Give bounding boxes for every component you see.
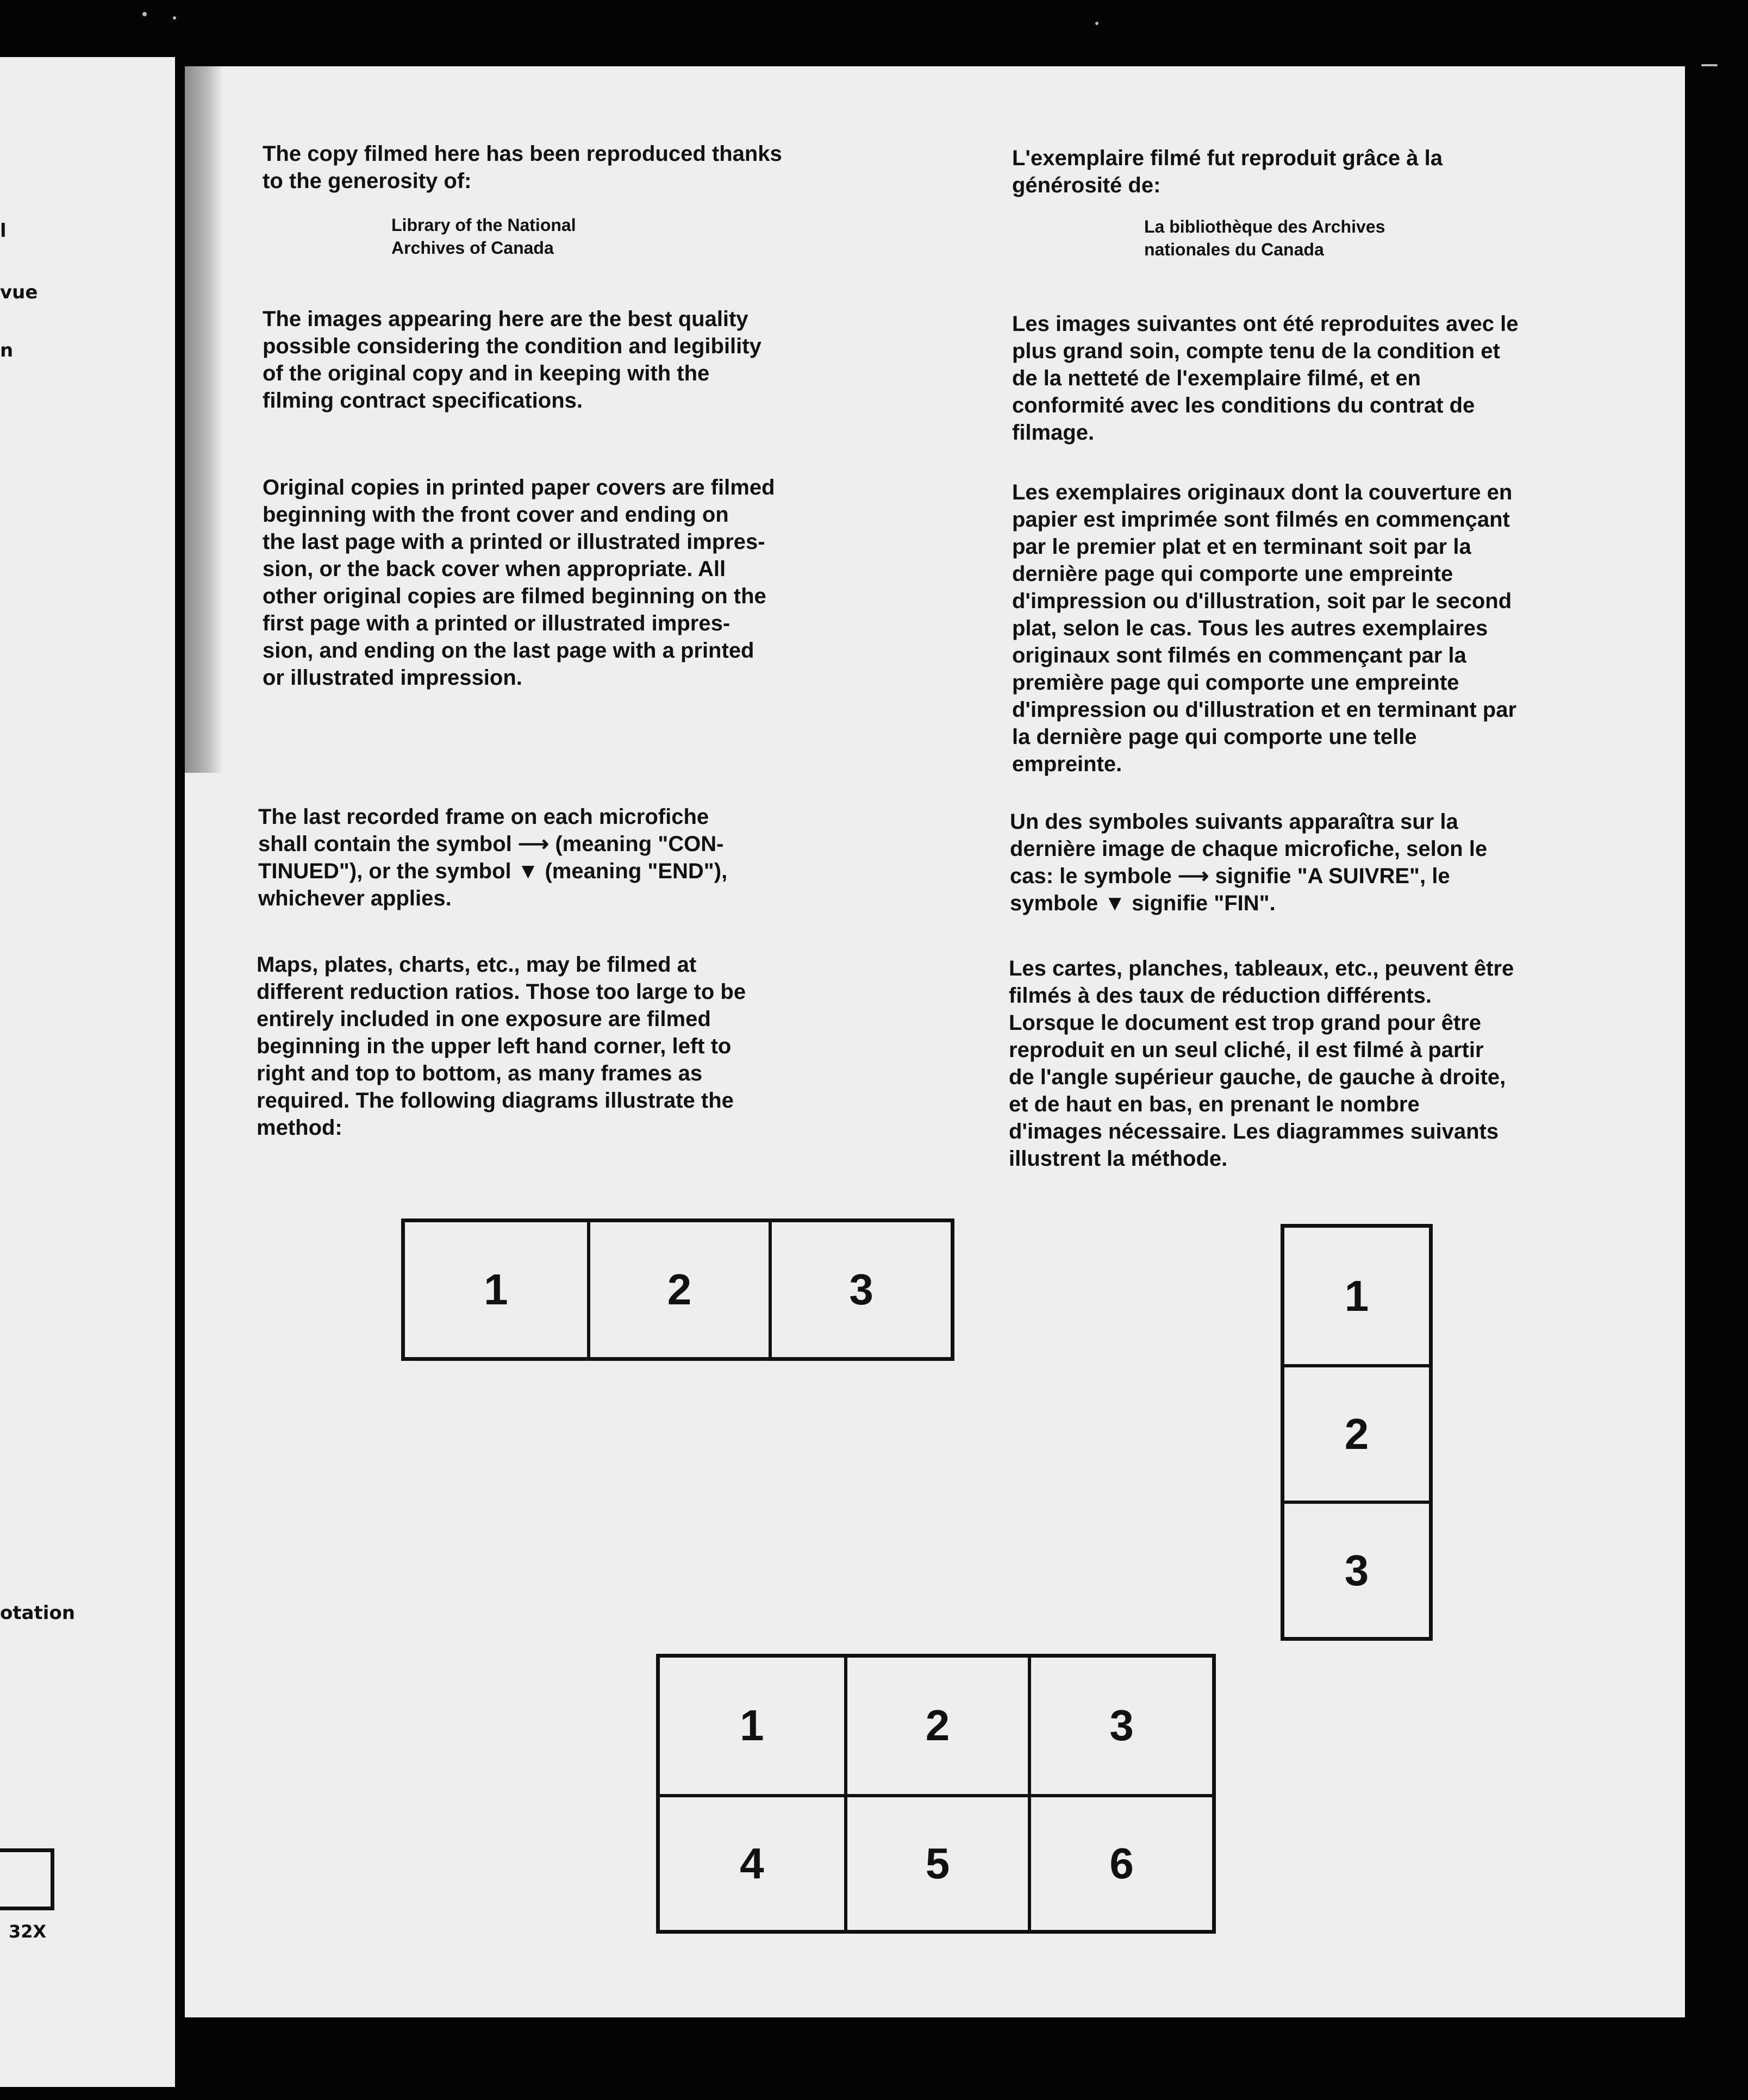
diagram-horizontal-frames xyxy=(401,1218,954,1361)
frame-cell: 2 xyxy=(844,1658,1028,1794)
reduction-box xyxy=(0,1848,54,1910)
en-originals-paragraph: Original copies in printed paper covers are filmed beginning with the front cover and ending on the last page with a printed or illustrated impres- sion, or the back cover when appropriate. All other original copies are filmed beginning on the first page with a printed or illustrated impres- sion, and ending on the last page with a printed or illustrated impression. xyxy=(263,476,775,690)
diagram-vertical-frames xyxy=(1281,1224,1433,1641)
strip-fragment-3: n xyxy=(0,340,14,361)
frame-cell: 3 xyxy=(1284,1501,1429,1637)
strip-fragment-1: l xyxy=(0,220,7,242)
frame-cell: 4 xyxy=(660,1794,844,1930)
binding-shadow xyxy=(185,66,223,773)
dust-speck xyxy=(142,12,147,16)
frame-cell: 1 xyxy=(740,1701,764,1750)
frame-cell: 2 xyxy=(1284,1364,1429,1501)
dust-speck xyxy=(173,16,176,20)
en-symbols-paragraph: The last recorded frame on each microfiche shall contain the symbol ⟶ (meaning "CON- TINUED"), or the symbol ▼ (meaning "END"), whichever applies. xyxy=(258,805,728,910)
frame-cell: 5 xyxy=(844,1794,1028,1930)
frame-cell: 3 xyxy=(769,1222,951,1357)
en-credit-institution: Library of the National Archives of Canada xyxy=(391,215,576,258)
reduction-caption: 32X xyxy=(9,1921,47,1942)
previous-page-edge xyxy=(0,57,175,2087)
strip-fragment-2: vue xyxy=(0,282,38,303)
diagram-grid-frames xyxy=(656,1654,1216,1934)
en-quality-paragraph: The images appearing here are the best quality possible considering the condition and legibility of the original copy and in keeping with the filming contract specifications. xyxy=(263,307,761,412)
fr-quality-paragraph: Les images suivantes ont été reproduites avec le plus grand soin, compte tenu de la condition et de la netteté de l'exemplaire filmé, et en conformité avec les conditions du contrat de filmage. xyxy=(1012,312,1519,445)
frame-cell: 3 xyxy=(1028,1658,1212,1794)
fr-maps-paragraph: Les cartes, planches, tableaux, etc., peuvent être filmés à des taux de réduction différents. Lorsque le document est trop grand pour être reproduit en un seul cliché, il est filmé à partir de l'angle supérieur gauche, de gauche à droite, et de haut en bas, en prenant le nombre d'images nécessaire. Les diagrammes suivants illustrent la méthode. xyxy=(1009,957,1514,1171)
strip-fragment-4: otation xyxy=(0,1602,76,1624)
fr-credit-intro: L'exemplaire filmé fut reproduit grâce à la générosité de: xyxy=(1012,146,1443,197)
fr-symbols-paragraph: Un des symboles suivants apparaîtra sur la dernière image de chaque microfiche, selon le cas: le symbole ⟶ signifie "A SUIVRE", le symbole ▼ signifie "FIN". xyxy=(1010,810,1488,915)
fr-credit-institution: La bibliothèque des Archives nationales du Canada xyxy=(1144,217,1385,259)
dust-speck xyxy=(1095,22,1098,25)
en-maps-paragraph: Maps, plates, charts, etc., may be filmed at different reduction ratios. Those too large to be entirely included in one exposure are filmed beginning in the upper left hand corner, left to right and top to bottom, as many frames as required. The following diagrams illustrate the method: xyxy=(257,953,746,1140)
frame-cell: 2 xyxy=(587,1222,769,1357)
frame-cell: 1 xyxy=(484,1265,508,1314)
frame-cell: 6 xyxy=(1028,1794,1212,1930)
en-credit-intro: The copy filmed here has been reproduced thanks to the generosity of: xyxy=(263,142,782,193)
fr-originals-paragraph: Les exemplaires originaux dont la couverture en papier est imprimée sont filmés en commençant par le premier plat et en terminant soit par la dernière page qui comporte une empreinte d'impression ou d'illustration, soit par le second plat, selon le cas. Tous les autres exemplaires originaux sont filmés en commençant par la première page qui comporte une empreinte d'impression ou d'illustration et en terminant par la dernière page qui comporte une telle empreinte. xyxy=(1012,480,1517,776)
frame-cell: 1 xyxy=(1344,1271,1369,1320)
dust-speck xyxy=(1701,64,1718,66)
